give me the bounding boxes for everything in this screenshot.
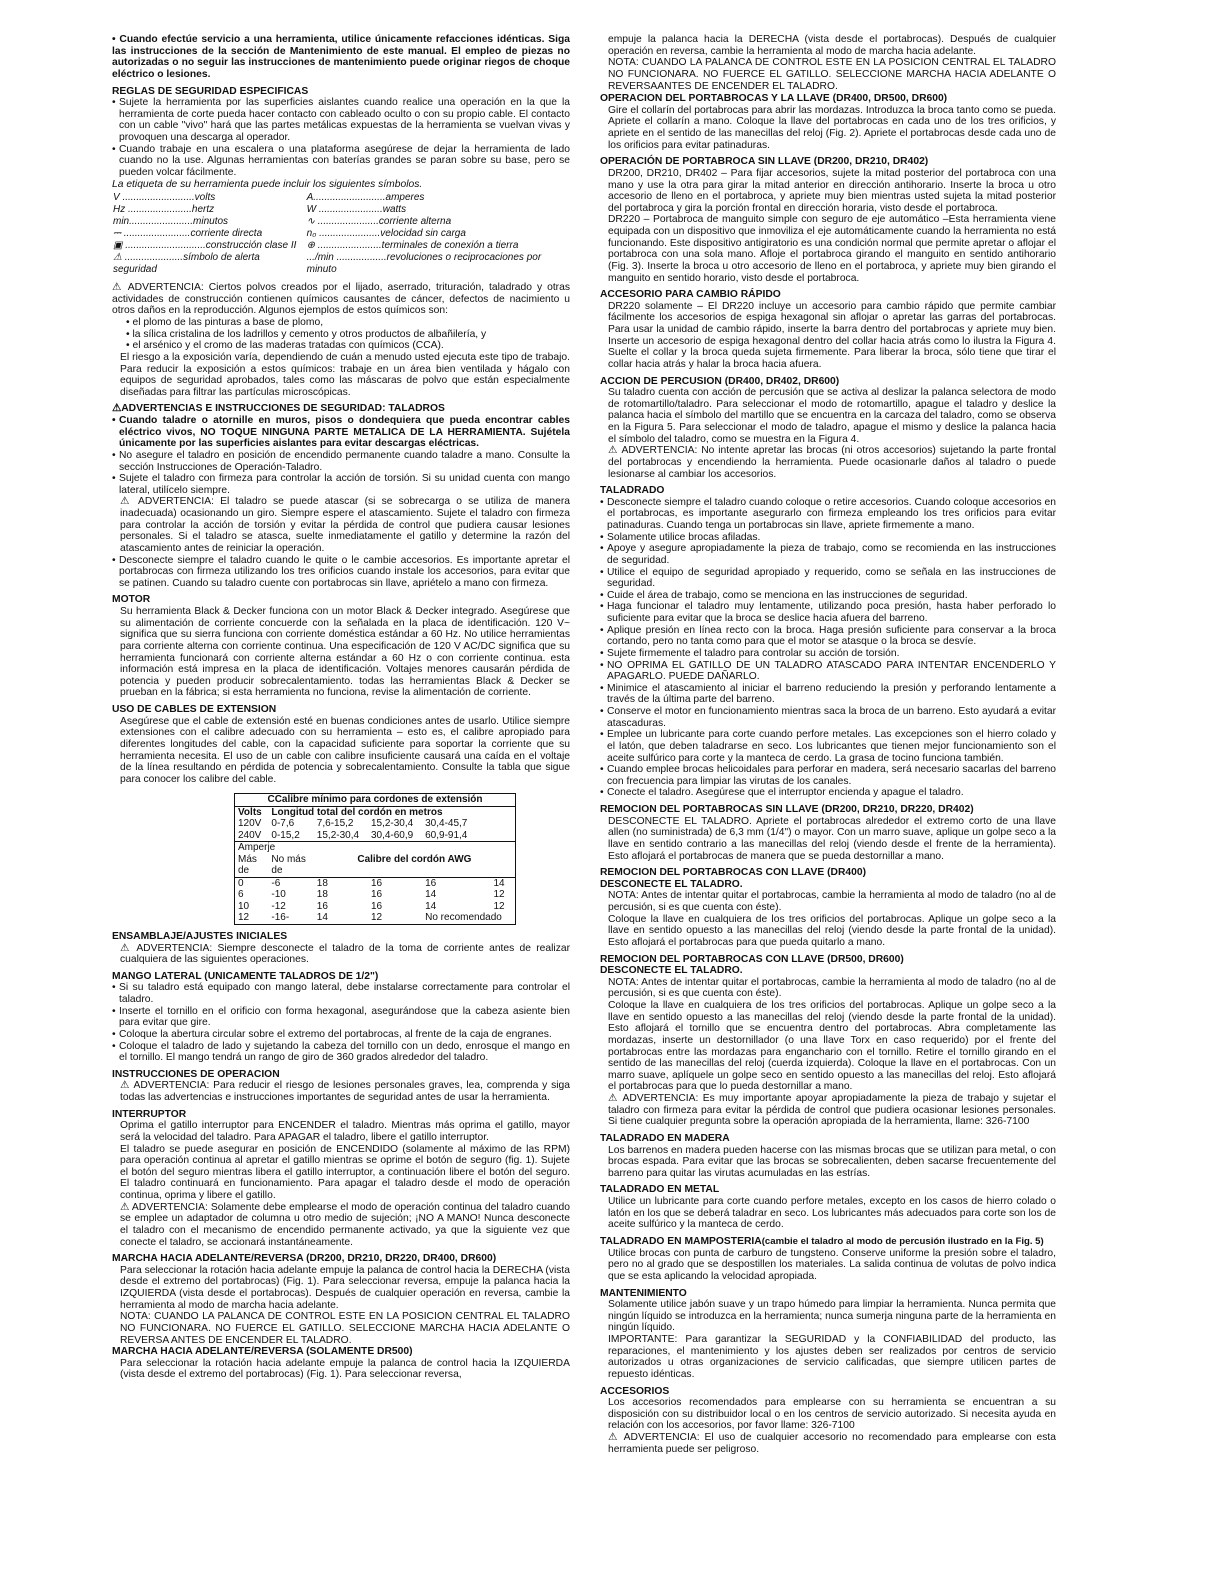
symbol-cell: ∿ ......................corriente alterna: [306, 216, 452, 228]
warning-icon: ⚠: [608, 445, 622, 457]
warning-icon: ⚠: [120, 496, 139, 508]
cable-cell: 14: [316, 912, 328, 924]
symbol-cell: .../min ..................revoluciones o reciprocaciones por minuto: [306, 252, 542, 276]
cable-mas: Más: [238, 853, 257, 865]
symbol-cell: ⚠ .....................símbolo de alerta seguridad: [113, 252, 260, 276]
symbol-cell: V ..........................volts: [113, 192, 216, 204]
cable-cell: 10: [238, 900, 250, 912]
cable-table-title: CCalibre mínimo para cordones de extensión: [235, 794, 516, 807]
heading-reglas: REGLAS DE SEGURIDAD ESPECIFICAS: [112, 85, 309, 97]
interruptor-adv: [112, 1202, 570, 1249]
heading-accesorio: ACCESORIO PARA CAMBIO RÁPIDO: [600, 289, 781, 301]
heading-metal: TALADRADO EN METAL: [600, 1184, 720, 1196]
ensamblaje-adv-text: ADVERTENCIA: Siempre desconecte el taladro de la toma de corriente antes de realizar cualquiera de las siguientes operaciones.: [120, 942, 570, 966]
heading-op-llave: OPERACION DEL PORTABROCAS Y LA LLAVE (DR400, DR500, DR600): [600, 93, 948, 105]
warning-icon: ⚠: [120, 942, 137, 954]
rem-500-desconecte: DESCONECTE EL TALADRO.: [600, 965, 743, 977]
rem-400-text: Coloque la llave en cualquiera de los tres orificios del portabrocas. Aplique un golpe seco a la llave en sentido opuesto a las manecillas del reloj (viendo desde la parte frontal de la unidad). Esto aflojará el portabrocas para que pueda quitarlo a mano.: [608, 913, 1056, 948]
cable-cell: 60,9-91,4: [422, 830, 490, 842]
mango-item: • Si su taladro está equipado con mango lateral, debe instalarse correctamente para controlar el taladro.: [112, 982, 570, 1005]
cable-cell: 16: [370, 889, 383, 901]
dr220-text: DR220 – Portabroca de manguito simple con seguro de eje automático –Esta herramienta viene equipada con un dispositivo que inmoviliza el eje automáticamente cuando la herramienta no está funcionando. Este dispositivo antigiratorio es una condición normal que permite apretar o aflojar el portabroca con una sola mano. Afloje el portabroca girando el manguito en sentido antihorario (Fig. 3). Inserte la broca u otro accesorio de lleno en el portabroca, y apriete muy bien girando el manguito en sentido horario, visto desde el portabroca.: [608, 214, 1056, 284]
heading-accesorios: ACCESORIOS: [600, 1385, 670, 1397]
cable-cell: 12: [493, 900, 505, 912]
taladros-item-4: • Desconecte siempre el taladro cuando le quite o le cambie accesorios. Es importante apretar el portabrocas con firmeza utilizando los tres orificios cuando instale los accesorios, para evitar que se patinen. Cuando su taladro cuente con portabrocas sin llave, apriételo a mano con firmeza.: [112, 555, 570, 590]
cable-cell: 16: [370, 900, 383, 912]
heading-adv-taladros: [112, 403, 570, 415]
metal-text: Utilice un lubricante para corte cuando perfore metales, excepto en los casos de hierro colado o latón en los que se deberá taladrar en seco. Los lubricantes más adecuados para corte son los de aceite sulfúrico y la manteca de cerdo.: [608, 1196, 1056, 1231]
cable-cell: 30,4-60,9: [368, 830, 422, 842]
heading-mango: MANGO LATERAL (UNICAMENTE TALADROS DE 1/2"): [112, 970, 379, 982]
taladrado-item: • Haga funcionar el taladro muy lentamente, utilizando poca presión, hasta haber perforado lo suficiente para evitar que la broca se deslice hacia afuera del barreno.: [600, 601, 1056, 624]
instrucciones-adv: [112, 1080, 570, 1103]
ensamblaje-adv: [112, 943, 570, 966]
reglas-item-2: • Cuando trabaje en una escalera o una plataforma asegúrese de dejar la herramienta de lado cuando no la use. Algunas herramientas con baterías grandes se paran sobre su base, pero se pueden volcar fácilmente.: [112, 144, 570, 179]
cable-cell: 0: [238, 877, 244, 889]
taladrado-item: • Emplee un lubricante para corte cuando perfore metales. Las excepciones son el hierro colado y el latón, que deben taladrarse en seco. Los lubricantes que tienen mejor funcionamiento son el aceite sulfúrico para corte y la manteca de cerdo. La grasa de tocino funciona también.: [600, 729, 1056, 764]
taladrado-item: • Minimice el atascamiento al iniciar el barreno reduciendo la presión y perforando lentamente a través de la última parte del barreno.: [600, 683, 1056, 706]
warning-icon: ⚠: [112, 282, 128, 294]
heading-interruptor: INTERRUPTOR: [112, 1108, 187, 1120]
cable-cell: 120V: [238, 818, 262, 830]
adv-polvos-text: ADVERTENCIA: Ciertos polvos creados por el lijado, aserrado, trituración, taladrado y otras actividades de construcción contienen químicos causantes de cáncer, defectos de nacimiento u otros daños en la reproducción. Algunos ejemplos de estos químicos son:: [112, 282, 570, 317]
warning-icon: ⚠: [608, 1432, 624, 1444]
symbol-cell: ⎓ ........................corriente directa: [113, 228, 263, 240]
mango-item: • Coloque el taladro de lado y sujetando la cabeza del tornillo con un dedo, enrosque el mango en el tornillo. El mango tendrá un rango de giro de 360 grados alrededor del taladro.: [112, 1041, 570, 1064]
cont-text: empuje la palanca hacia la DERECHA (vista desde el portabrocas). Después de cualquier operación en reversa, cambie la herramienta al modo de marcha hacia adelante.: [608, 34, 1056, 57]
taladros-item-3: • Sujete el taladro con firmeza para controlar la acción de torsión. Si su unidad cuenta con mango lateral, utilícelo siempre.: [112, 473, 570, 496]
taladrado-item: • Solamente utilice brocas afiladas.: [600, 532, 1056, 544]
taladros-adv-text: ADVERTENCIA: El taladro se puede atascar (si se sobrecarga o se utiliza de manera inadecuada) ocasionando un giro. Siempre espere el atascamiento. Sujete el taladro con firmeza para controlar la acción de torsión y evitar la pérdida de control que pudiera causar lesiones personales. Si el taladro se atasca, suelte inmediatamente el gatillo y determine la razón del atascamiento antes de reiniciar la operación.: [120, 496, 570, 554]
heading-mamposteria-sub: (cambie el taladro al modo de percusión ilustrado en la Fig. 5): [761, 1235, 1044, 1247]
rem-sin-llave-text: DESCONECTE EL TALADRO. Apriete el portabrocas alrededor el extremo corto de una llave allen (no suministrada) de 6,3 mm (1/4") o mayor. Con un marro suave, aplique un golpe seco a la llave en sentido contrario a las manecillas del reloj (viendo desde el frente de la herramienta). Esto aflojará el portabrocas de manera que se pueda destornillar a mano.: [608, 815, 1056, 862]
cable-cell: 16: [425, 877, 437, 889]
mamposteria-text: Utilice brocas con punta de carburo de tungsteno. Conserve uniforme la presión sobre el taladro, pero no al grado que se despostillen los materiales. La salida continua de volutas de polvo indica que se esta aplicando la velocidad apropiada.: [608, 1247, 1056, 1282]
cable-cell: 12: [370, 912, 383, 924]
heading-rem-500: REMOCION DEL PORTABROCAS CON LLAVE (DR500, DR600): [600, 953, 904, 965]
cable-de: de: [268, 865, 313, 877]
accesorios-adv-text: ADVERTENCIA: El uso de cualquier accesorio no recomendado para emplearse con esta herramienta puede ser peligroso.: [608, 1432, 1056, 1455]
cable-cell: 16: [316, 900, 328, 912]
warning-icon: ⚠: [120, 1201, 132, 1213]
heading-rem-sin-llave: REMOCION DEL PORTABROCAS SIN LLAVE (DR200, DR210, DR220, DR402): [600, 804, 974, 815]
symbol-cell: ▣ .............................construcción clase II: [113, 240, 297, 252]
heading-motor: MOTOR: [112, 594, 151, 606]
symbol-cell: W .......................watts: [306, 204, 407, 216]
taladrado-item: • Sujete firmemente el taladro para controlar su acción de torsión.: [600, 648, 1056, 660]
op-llave-text: Gire el collarín del portabrocas para abrir las mordazas. Introduzca la broca tanto como se pueda. Apriete el collarín a mano. Coloque la llave del portabrocas en cada uno de los tres orificios, y apriete en el sentido de las manecillas del reloj (Fig. 2). Apriete el portabrocas desde cada uno de los orificios para evitar patinaduras.: [608, 104, 1056, 151]
taladros-item-1: • Cuando taladre o atornille en muros, pisos o dondequiera que pueda encontrar cables eléctrico vivos, NO TOQUE NINGUNA PARTE METALICA DE LA HERRAMIENTA. Sujétela únicamente por las superficies aislantes para evitar descargas eléctricas.: [112, 415, 570, 450]
taladrado-item: • Conserve el motor en funcionamiento mientras saca la broca de un barreno. Esto ayudará a evitar atascaduras.: [600, 706, 1056, 729]
cable-nomas: No más: [271, 853, 306, 865]
interruptor-adv-text: ADVERTENCIA: Solamente debe emplearse el modo de operación continua del taladro cuando se emplee un adaptador de columna u otro medio de sujeción; ¡NO A MANO! Nunca desconecte el taladro con el mecanismo de encendido permanente activado, ya que la siguiente vez que conecte el taladro, se accionará instantáneamente.: [120, 1201, 570, 1248]
cable-cell: 18: [316, 889, 328, 901]
heading-taladrado: TALADRADO: [600, 485, 665, 497]
cable-cell: 7,6-15,2: [316, 818, 354, 830]
cable-cell: 12: [493, 889, 505, 901]
heading-rem-400: REMOCION DEL PORTABROCAS CON LLAVE (DR400): [600, 867, 867, 879]
symbol-cell: n₀ ......................velocidad sin carga: [306, 228, 466, 240]
cable-cell: 14: [425, 889, 437, 901]
cable-cell: 0-15,2: [268, 830, 313, 842]
sin-llave-text: DR200, DR210, DR402 – Para fijar accesorios, sujete la mitad posterior del portabroca con una mano y use la otra para girar la mitad anterior en dirección antihorario. Inserte la broca u otro accesorio de lleno en el portabroca, y apriete muy bien mientras usted sujeta la mitad posterior del portabroca y gira la porción frontal en dirección horaria, visto desde el portabroca.: [608, 167, 1056, 214]
chem-text: el arsénico y el cromo de las maderas tratadas con químicos (CCA).: [132, 340, 444, 352]
taladrado-item: • Cuando emplee brocas helicoidales para perforar en madera, será necesario sacarlas del barreno con frecuencia para limpiar las virutas de los canales.: [600, 764, 1056, 787]
cables-text: Asegúrese que el cable de extensión esté en buenas condiciones antes de usarlo. Utilice siempre extensiones con el calibre adecuado con su herramienta – esto es, el calibre apropiado para diferentes longitudes del cable, con la capacidad suficiente para soportar la corriente que su herramienta necesita. El uso de un cable con calibre insuficiente causará una caída en el voltaje de la línea resultando en pérdida de potencia y sobrecalentamiento. Consulte la tabla que sigue para conocer los calibre del cable.: [120, 715, 570, 785]
cont-nota: NOTA: CUANDO LA PALANCA DE CONTROL ESTE EN LA POSICION CENTRAL EL TALADRO NO FUNCIONARA. NO FUERCE EL GATILLO. SELECCIONE MARCHA HACIA ADELANTE O REVERSAANTES DE ENCENDER EL TALADRO.: [608, 57, 1056, 92]
cable-cell: 0-7,6: [271, 818, 295, 830]
taladrado-item: • Desconecte siempre el taladro cuando coloque o retire accesorios. Cuando coloque accesorios en el portabrocas, es importante asegurarlo con firmeza empleando los tres orificios para evitar patinaduras. Cuando tenga un portabrocas sin llave, apriete firmemente a mano.: [600, 497, 1056, 532]
cable-gauge-table: [234, 793, 516, 925]
rem-500-text: Coloque la llave en cualquiera de los tres orificios del portabrocas. Aplique un golpe seco a la llave en sentido opuesto a las manecillas del reloj (viendo desde la parte frontal de la unidad). Esto aflojará el tornillo que se encuentra dentro del portabrocas. Abra completamente las mordazas, inserte un destornillador (o una llave Torx en caso requerido) por el frente del portabrocas entre las mordazas para enganchario con el tornillo. Retire el tornillo girando en el sentido de las manecillas del reloj (cuerda izquierda). Coloque la llave en el portabrocas. Con un marro suave, aplíquele un golpe seco en sentido opuesto a las manecillas del reloj. Esto aflojará el portabrocas para que lo pueda destornillar a mano.: [608, 1000, 1056, 1093]
symbol-cell: A..........................amperes: [306, 192, 425, 204]
chem-text: la sílica cristalina de los ladrillos y cemento y otros productos de albañilería, y: [132, 328, 487, 340]
symbol-cell: min.......................minutos: [113, 216, 229, 228]
mantenimiento-importante: IMPORTANTE: Para garantizar la SEGURIDAD y la CONFIABILIDAD del producto, las reparaciones, el mantenimiento y los ajustes deben ser realizados por centros de servicio autorizados u otras organizaciones de servicio calificadas, que siempre utilicen partes de repuesto idénticas.: [608, 1334, 1056, 1380]
interruptor-text-1: Oprima el gatillo interruptor para ENCENDER el taladro. Mientras más oprima el gatillo, mayor será la velocidad del taladro. Para APAGAR el taladro, libere el gatillo interruptor.: [120, 1120, 570, 1143]
warning-icon: ⚠: [120, 1080, 134, 1092]
cable-cell: -10: [271, 889, 286, 901]
interruptor-text-2: El taladro se puede asegurar en posición de ENCENDIDO (solamente al máximo de las RPM) para operación continua al apretar el gatillo mientras se oprime el botón de seguro (fig. 1). Sujete el botón del seguro mientras libera el gatillo interruptor, a continuación libere el botón del seguro. El taladro continuará en funcionamiento. Para apagar el taladro desde el modo de operación continua, oprima y libere el gatillo.: [120, 1143, 570, 1201]
warning-icon: ⚠: [112, 403, 122, 415]
heading-cables: USO DE CABLES DE EXTENSION: [112, 704, 277, 715]
percusion-adv-text: ADVERTENCIA: No intente apretar las brocas (ni otros accesorios) sujetando la parte frontal del portabrocas y encendiendo la herramienta. Puede ocasionarle daños al taladro o puede lesionarse al cambiar los accesorios.: [608, 445, 1056, 480]
heading-mamposteria: [600, 1236, 1056, 1248]
cable-cell: 16: [370, 877, 383, 889]
cable-cell: 15,2-30,4: [370, 818, 414, 830]
chem-text: el plomo de las pinturas a base de plomo,: [132, 317, 324, 328]
rem-400-nota: NOTA: Antes de intentar quitar el portabrocas, cambie la herramienta al modo de taladro (no al de percusión, si es que cuenta con éste).: [608, 890, 1056, 913]
marcha-nota: NOTA: CUANDO LA PALANCA DE CONTROL ESTE EN LA POSICION CENTRAL EL TALADRO NO FUNCIONARA. NO FUERCE EL GATILLO. SELECCIONE MARCHA HACIA ADELANTE O REVERSA ANTES DE ENCENDER EL TALADRO.: [120, 1311, 570, 1346]
percusion-text: Su taladro cuenta con acción de percusión que se activa al deslizar la palanca selectora de modo de rotomartillo/taladro. Para seleccionar el modo de rotomartillo, apague el taladro y deslice la palanca hacia el símbolo del martillo que se encuentra en la carcaza del taladro, como se observa en la Figura 5. Para seleccionar el modo de taladro, apague el mismo y deslice la palanca hacia el símbolo del taladro, como se muestra en la Figura 4.: [608, 387, 1056, 445]
cable-cell: 14: [425, 900, 437, 912]
etiqueta-text: La etiqueta de su herramienta puede incluir los siguientes símbolos.: [112, 178, 423, 190]
taladrado-item: • Aplique presión en línea recto con la broca. Haga presión suficiente para conservar a la broca cortando, pero no tanta como para que el motor se atasque o la broca se desvíe.: [600, 625, 1056, 648]
cable-cell: -12: [271, 900, 286, 912]
cable-cell: 12: [238, 912, 250, 924]
cable-cell: No recomendado: [425, 912, 502, 924]
cable-de: de: [235, 865, 269, 877]
accesorios-text: Los accesorios recomendados para emplearse con su herramienta se encuentran a su disposición con su distribuidor local o en los centros de servicio autorizado. Si necesita ayuda en relación con los accesorios, por favor llame: 326-7100: [608, 1397, 1056, 1432]
madera-text: Los barrenos en madera pueden hacerse con las mismas brocas que se utilizan para metal, o con brocas espada. Para evitar que las brocas se sobrecalienten, deben sacarse frecuentemente del barreno para quitar las virutas acumuladas en las estrías.: [608, 1144, 1056, 1179]
mantenimiento-text: Solamente utilice jabón suave y un trapo húmedo para limpiar la herramienta. Nunca permita que ningún líquido se introduzca en la herramienta; nunca sumerja ninguna parte de la herramienta en ningún líquido.: [608, 1299, 1056, 1334]
cable-cell: 240V: [235, 830, 269, 842]
heading-adv-taladros-text: ADVERTENCIAS E INSTRUCCIONES DE SEGURIDAD: TALADROS: [121, 403, 445, 415]
right-column: [600, 34, 1056, 1455]
rem-400-desconecte: DESCONECTE EL TALADRO.: [600, 878, 743, 890]
taladrado-item: • Utilice el equipo de seguridad apropiado y requerido, como se señala en las instrucciones de seguridad.: [600, 567, 1056, 590]
rem-500-adv: [600, 1093, 1056, 1128]
heading-marcha: MARCHA HACIA ADELANTE/REVERSA (DR200, DR210, DR220, DR400, DR600): [112, 1253, 497, 1265]
rem-500-adv-text: ADVERTENCIA: Es muy importante apoyar apropiadamente la pieza de trabajo y sujetar el taladro con firmeza para evitar la pérdida de control que pudiera ocasionar lesiones personales. Si tiene cualquier pregunta sobre la operación apropiada de la herramienta, llame: 326-7100: [608, 1093, 1056, 1128]
taladrado-item: • Apoye y asegure apropiadamente la pieza de trabajo, como se recomienda en las instrucciones de seguridad.: [600, 543, 1056, 566]
rem-500-nota: NOTA: Antes de intentar quitar el portabrocas, cambie la herramienta al modo de taladro (no al de percusión, si es que cuenta con éste).: [608, 976, 1056, 1000]
riesgo-text: El riesgo a la exposición varía, dependiendo de cuán a menudo usted ejecuta este tipo de trabajo. Para reducir la exposición a estos químicos: trabaje en un área bien ventilada y hágalo con equipos de seguridad aprobados, tales como las máscaras de polvo que están especialmente diseñadas para filtrar las partículas microscópicas.: [120, 351, 570, 398]
cable-cell: -16-: [271, 912, 290, 924]
heading-ensamblaje: ENSAMBLAJE/AJUSTES INICIALES: [112, 930, 288, 942]
left-column: [112, 34, 570, 1381]
heading-marcha-500: MARCHA HACIA ADELANTE/REVERSA (SOLAMENTE DR500): [112, 1346, 413, 1358]
cable-volts-label: Volts: [238, 806, 262, 818]
taladrado-item: • Conecte el taladro. Asegúrese que el interruptor encienda y apague el taladro.: [600, 787, 1056, 799]
mango-item: • Inserte el tornillo en el orificio con forma hexagonal, asegurándose que la cabeza asiente bien para evitar que gire.: [112, 1006, 570, 1029]
cable-calibre-label: Calibre del cordón AWG: [357, 853, 472, 865]
instrucciones-adv-text: ADVERTENCIA: Para reducir el riesgo de lesiones personales graves, lea, comprenda y siga todas las advertencias e instrucciones importantes de seguridad antes de usar la herramienta.: [120, 1080, 570, 1103]
heading-instrucciones: INSTRUCCIONES DE OPERACION: [112, 1068, 280, 1080]
accesorio-text: DR220 solamente – El DR220 incluye un accesorio para cambio rápido que permite cambiar fácilmente los accesorios de espiga hexagonal sin aflojar o apretar las garras del portabrocas. Para usar la unidad de cambio rápido, inserte la barra dentro del portabrocas y apriete muy bien. Inserte un accesorio de espiga hexagonal dentro del collar hacia atrás como lo ilustra la Figura 4. Suelte el collar y la broca queda sujeta firmemente. Para liberar la broca, sólo tiene que tirar el collar hacia atrás y halar la broca hacia afuera.: [608, 300, 1056, 370]
reglas-item-1: • Sujete la herramienta por las superficies aislantes cuando realice una operación en la que la herramienta de corte pueda hacer contacto con cableado oculto o con su propio cable. El contacto con un cable "vivo" hará que las partes metálicas expuestas de la herramienta se vuelvan vivas y provoquen una descarga al operador.: [112, 97, 570, 144]
chem-item: • la sílica cristalina de los ladrillos y cemento y otros productos de albañilería, y: [126, 328, 487, 340]
cable-cell: 18: [316, 877, 328, 889]
accesorios-adv: [600, 1432, 1056, 1455]
symbols-table: [112, 192, 570, 276]
heading-mamposteria-text: TALADRADO EN MAMPOSTERIA: [600, 1235, 762, 1247]
marcha-text: Para seleccionar la rotación hacia adelante empuje la palanca de control hacia la DERECHA (vista desde el extremo del portabrocas) (Fig. 1). Para seleccionar reversa, empuje la palanca hacia la IZQUIERDA (vista desde el portabrocas). Después de cualquier operación en reversa, cambie la herramienta al modo de marcha hacia adelante.: [120, 1264, 570, 1311]
cable-cell: -6: [271, 877, 281, 889]
cable-cell: 14: [493, 877, 505, 889]
symbol-cell: ⊕ .......................terminales de conexión a tierra: [306, 240, 519, 252]
heading-madera: TALADRADO EN MADERA: [600, 1132, 730, 1144]
cable-longitud-label: Longitud total del cordón en metros: [271, 806, 443, 818]
cable-cell: 15,2-30,4: [314, 830, 368, 842]
taladrado-item: • Cuide el área de trabajo, como se menciona en las instrucciones de seguridad.: [600, 590, 1056, 602]
mango-item: • Coloque la abertura circular sobre el extremo del portabrocas, al frente de la caja de engranes.: [112, 1029, 570, 1041]
marcha-500-text: Para seleccionar la rotación hacia adelante empuje la palanca de control hacia la IZQUIERDA (vista desde el extremo del portabrocas) (Fig. 1). Para seleccionar reversa,: [120, 1357, 570, 1381]
taladrado-item: • NO OPRIMA EL GATILLO DE UN TALADRO ATASCADO PARA INTENTAR ENCENDERLO Y APAGARLO. PUEDE DAÑARLO.: [600, 660, 1056, 683]
intro-servicio: • Cuando efectúe servicio a una herramienta, utilice únicamente refacciones idénticas. Siga las instrucciones de la sección de Mantenimiento de este manual. El empleo de piezas no autorizadas o no seguir las instrucciones de mantenimiento puede originar riegos de choque eléctrico o lesiones.: [112, 34, 570, 80]
adv-polvos: [112, 282, 570, 317]
motor-text: Su herramienta Black & Decker funciona con un motor Black & Decker integrado. Asegúrese que su alimentación de corriente concuerde con la señalada en la placa de identificación. 120 V~ significa que su sierra funciona con corriente doméstica estándar a 60 Hz. No utilice herramientas para corriente alterna con corriente continua. Una especificación de 120 V AC/DC significa que su herramienta funcionará con corriente alterna estándar a 60 Hz o con corriente continua. esta información está impresa en la placa de identificación. Voltajes menores causarán pérdida de potencia y pueden producir sobrecalentamiento. todas las herramientas Black & Decker se prueban en la fábrica; si esta herramienta no funciona, revise la alimentación de corriente.: [120, 606, 570, 699]
warning-icon: ⚠: [608, 1093, 623, 1104]
heading-percusion: ACCION DE PERCUSION (DR400, DR402, DR600): [600, 375, 840, 387]
heading-sin-llave: OPERACIÓN DE PORTABROCA SIN LLAVE (DR200, DR210, DR402): [600, 156, 929, 168]
taladros-adv: [112, 496, 570, 554]
taladros-item-2: • No asegure el taladro en posición de encendido permanente cuando taladre a mano. Consulte la sección Instrucciones de Operación-Taladro.: [112, 450, 570, 473]
chem-item: • el arsénico y el cromo de las maderas tratadas con químicos (CCA).: [126, 340, 444, 352]
cable-cell: 6: [238, 889, 244, 901]
chem-item: • el plomo de las pinturas a base de plomo,: [126, 317, 324, 328]
heading-mantenimiento: MANTENIMIENTO: [600, 1287, 687, 1299]
symbol-cell: Hz .......................hertz: [113, 204, 215, 216]
cable-amperaje-label: Amperje: [238, 842, 276, 854]
percusion-adv: [600, 445, 1056, 480]
cable-cell: 30,4-45,7: [425, 818, 468, 830]
